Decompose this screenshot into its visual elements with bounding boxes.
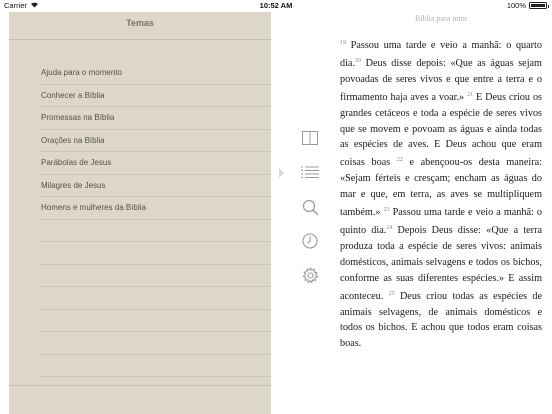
sidebar-item-label: Ajuda para o momento (41, 68, 122, 77)
sidebar-item[interactable] (40, 175, 271, 198)
empty-row (40, 265, 271, 288)
verse-number: 22 (396, 157, 403, 164)
status-right (507, 1, 547, 10)
sidebar-item-label: Homens e mulheres da Bíblia (41, 203, 146, 212)
sidebar-item[interactable] (40, 197, 271, 220)
battery-percent: 100% (506, 1, 526, 10)
sidebar-item-label: Orações na Bíblia (41, 135, 105, 145)
verse-text: Passou uma tarde e veio a manhã: o quinto dia. (340, 207, 542, 236)
verse-text: Passou uma tarde e veio a manhã: o quarto dia. (340, 40, 542, 69)
empty-row (40, 355, 271, 378)
status-bar (0, 0, 552, 12)
sidebar-item-label: Conhecer a Bíblia (41, 90, 105, 100)
empty-row (40, 332, 271, 355)
carrier-label: Carrier (4, 1, 27, 10)
verse-text: Depois Deus disse: «Que a terra produza toda a espécie de seres vivos: animais domésticos, animais selvagens e todos os bichos, conforme as suas diferentes espécies.» E assim aconteceu. (340, 224, 542, 302)
sidebar-item-label: Promessas na Bíblia (41, 113, 115, 122)
verse-number: 20 (355, 57, 361, 64)
verse-text: Deus criou todas as espécies de animais selvagens, de animais domésticos e todos os bichos. E achou que todos eram coisas boas. (340, 290, 542, 350)
search-icon[interactable] (300, 197, 320, 217)
reader-title: Bíblia para mim (415, 14, 467, 23)
history-icon[interactable] (300, 231, 320, 251)
verse-text: E Deus criou os grandes cetáceos e toda a espécie de seres vivos que se movem e povoam as águas e ainda todas as espécies de aves. E Deus achou que eram coisas boas (340, 91, 542, 169)
sidebar-item[interactable] (40, 85, 271, 108)
sidebar-title: Temas (126, 18, 154, 28)
sidebar-item-label: Parábolas de Jesus (41, 158, 112, 167)
book-icon[interactable] (300, 128, 320, 148)
list-icon[interactable] (300, 162, 320, 182)
sidebar-divider (9, 39, 271, 40)
gear-icon[interactable] (300, 265, 320, 285)
clock: 10:52 AM (259, 1, 293, 10)
topics-sidebar (9, 12, 271, 414)
popover-pointer (279, 168, 284, 178)
empty-row (40, 220, 271, 243)
verse-number: 25 (388, 290, 395, 297)
empty-row (40, 287, 271, 310)
reader-pane (340, 12, 542, 414)
verse-number: 23 (383, 207, 390, 214)
empty-row (40, 310, 271, 333)
verse-text: Deus disse depois: «Que as águas sejam povoadas de seres vivos e que entre a terra e o firmamento haja aves a voar.» (340, 57, 542, 103)
battery-icon (529, 2, 547, 9)
sidebar-item[interactable] (40, 62, 271, 85)
sidebar-item-label: Milagres de Jesus (41, 180, 106, 190)
topics-list (40, 62, 271, 377)
verse-number: 19 (340, 40, 346, 46)
empty-row (40, 242, 271, 265)
sidebar-item[interactable] (40, 130, 271, 153)
verse-text: e abençoou-os desta maneira: «Sejam férteis e cresçam; encham as águas do mar e que, em terra, as aves se multipliquem também.» (340, 157, 542, 219)
verse-number: 21 (467, 91, 474, 98)
sidebar-bottom-divider (9, 385, 271, 386)
sidebar-item[interactable] (40, 107, 271, 130)
verse-number: 24 (386, 224, 393, 231)
passage-paragraph (340, 36, 542, 352)
passage-text (340, 36, 542, 352)
sidebar-item[interactable] (40, 152, 271, 175)
